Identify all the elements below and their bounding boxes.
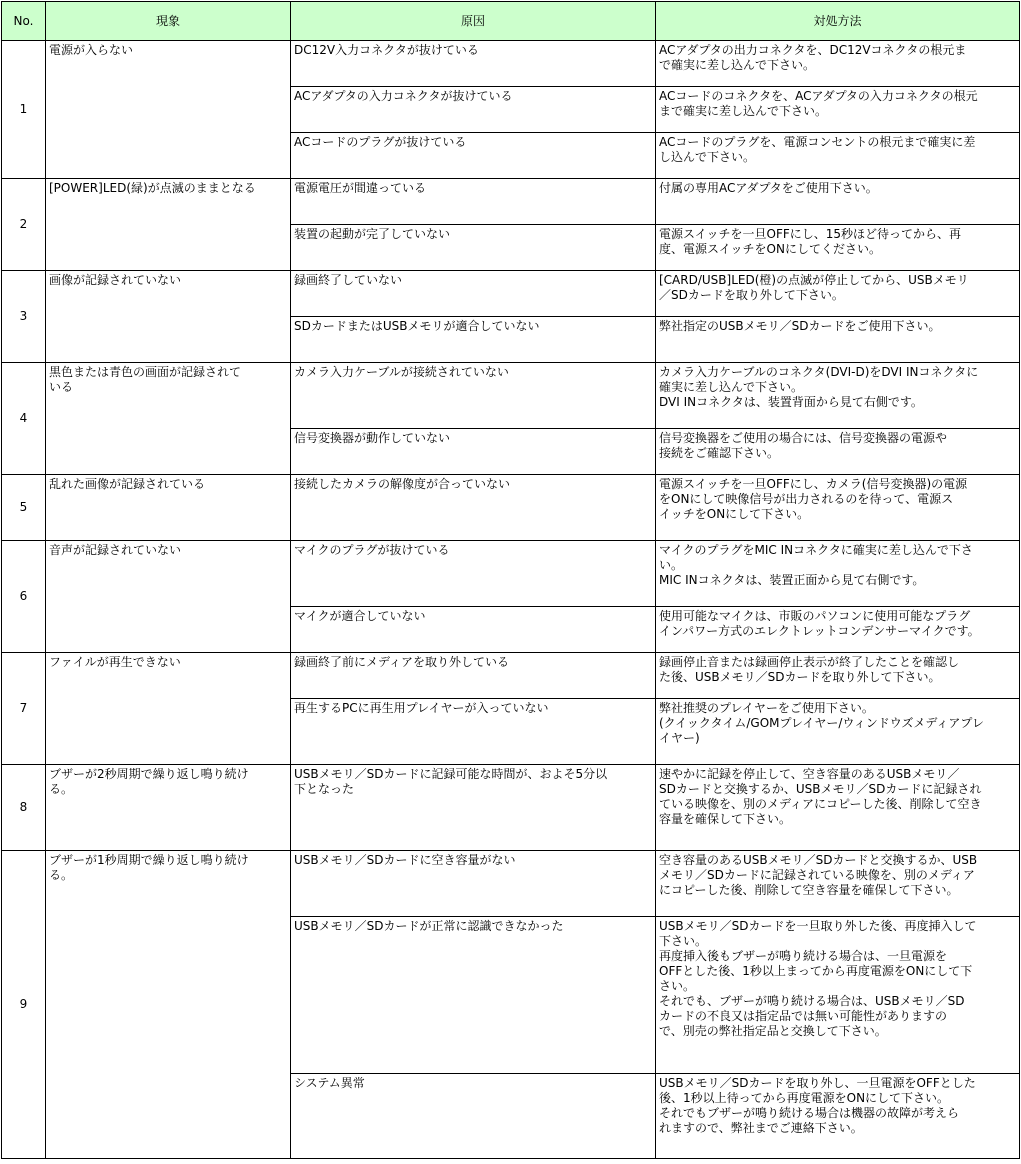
phenomenon-cell: 音声が記録されていない: [46, 541, 291, 653]
remedy-cell: USBメモリ／SDカードを取り外し、一旦電源をOFFとした 後、1秒以上待ってから再度電源をONにして下さい。 それでもブザーが鳴り続ける場合は機器の故障が考えら れますので、弊社までご連絡下さい。: [656, 1074, 1020, 1159]
row-number: 3: [2, 271, 46, 363]
table-row: [2, 41, 1020, 87]
cause-cell: 再生するPCに再生用プレイヤーが入っていない: [291, 699, 656, 765]
table-row: [2, 653, 1020, 699]
row-number: 4: [2, 363, 46, 475]
cause-cell: 装置の起動が完了していない: [291, 225, 656, 271]
header-row: [2, 2, 1020, 41]
remedy-cell: ACコードのプラグを、電源コンセントの根元まで確実に差 し込んで下さい。: [656, 133, 1020, 179]
phenomenon-cell: ファイルが再生できない: [46, 653, 291, 765]
header-phenomenon: 現象: [46, 2, 291, 41]
troubleshooting-table: [1, 1, 1020, 1159]
remedy-cell: 信号変換器をご使用の場合には、信号変換器の電源や 接続をご確認下さい。: [656, 429, 1020, 475]
cause-cell: DC12V入力コネクタが抜けている: [291, 41, 656, 87]
header-cause: 原因: [291, 2, 656, 41]
cause-cell: 録画終了前にメディアを取り外している: [291, 653, 656, 699]
remedy-cell: 速やかに記録を停止して、空き容量のあるUSBメモリ／ SDカードと交換するか、USBメモリ／SDカードに記録され ている映像を、別のメディアにコピーした後、削除して空き 容量を確保して下さい。: [656, 765, 1020, 851]
row-number: 2: [2, 179, 46, 271]
header-no: No.: [2, 2, 46, 41]
cause-cell: 電源電圧が間違っている: [291, 179, 656, 225]
cause-cell: 信号変換器が動作していない: [291, 429, 656, 475]
cause-cell: USBメモリ／SDカードが正常に認識できなかった: [291, 917, 656, 1074]
header-remedy: 対処方法: [656, 2, 1020, 41]
row-number: 9: [2, 851, 46, 1159]
remedy-cell: カメラ入力ケーブルのコネクタ(DVI-D)をDVI INコネクタに 確実に差し込んで下さい。 DVI INコネクタは、装置背面から見て右側です。: [656, 363, 1020, 429]
remedy-cell: 弊社推奨のプレイヤーをご使用下さい。 (クイックタイム/GOMプレイヤー/ウィンドウズメディアプレ イヤー): [656, 699, 1020, 765]
table-row: [2, 851, 1020, 917]
remedy-cell: 録画停止音または録画停止表示が終了したことを確認し た後、USBメモリ／SDカードを取り外して下さい。: [656, 653, 1020, 699]
cause-cell: ACコードのプラグが抜けている: [291, 133, 656, 179]
remedy-cell: 電源スイッチを一旦OFFにし、カメラ(信号変換器)の電源 をONにして映像信号が出力されるのを待って、電源ス イッチをONにして下さい。: [656, 475, 1020, 541]
phenomenon-cell: ブザーが1秒周期で繰り返し鳴り続け る。: [46, 851, 291, 1159]
remedy-cell: [CARD/USB]LED(橙)の点滅が停止してから、USBメモリ ／SDカードを取り外して下さい。: [656, 271, 1020, 317]
row-number: 7: [2, 653, 46, 765]
row-number: 1: [2, 41, 46, 179]
cause-cell: ACアダプタの入力コネクタが抜けている: [291, 87, 656, 133]
remedy-cell: ACコードのコネクタを、ACアダプタの入力コネクタの根元 まで確実に差し込んで下さい。: [656, 87, 1020, 133]
table-row: [2, 541, 1020, 607]
cause-cell: USBメモリ／SDカードに空き容量がない: [291, 851, 656, 917]
cause-cell: 録画終了していない: [291, 271, 656, 317]
cause-cell: カメラ入力ケーブルが接続されていない: [291, 363, 656, 429]
remedy-cell: 空き容量のあるUSBメモリ／SDカードと交換するか、USB メモリ／SDカードに記録されている映像を、別のメディア にコピーした後、削除して空き容量を確保して下さい。: [656, 851, 1020, 917]
table-row: [2, 179, 1020, 225]
row-number: 5: [2, 475, 46, 541]
phenomenon-cell: 黒色または青色の画面が記録されて いる: [46, 363, 291, 475]
phenomenon-cell: 乱れた画像が記録されている: [46, 475, 291, 541]
row-number: 8: [2, 765, 46, 851]
phenomenon-cell: [POWER]LED(緑)が点滅のままとなる: [46, 179, 291, 271]
phenomenon-cell: ブザーが2秒周期で繰り返し鳴り続け る。: [46, 765, 291, 851]
table-body: [2, 41, 1020, 1159]
remedy-cell: マイクのプラグをMIC INコネクタに確実に差し込んで下さ い。 MIC INコネクタは、装置正面から見て右側です。: [656, 541, 1020, 607]
cause-cell: マイクが適合していない: [291, 607, 656, 653]
remedy-cell: 使用可能なマイクは、市販のパソコンに使用可能なプラグ インパワー方式のエレクトレットコンデンサーマイクです。: [656, 607, 1020, 653]
phenomenon-cell: 電源が入らない: [46, 41, 291, 179]
table-row: [2, 363, 1020, 429]
cause-cell: システム異常: [291, 1074, 656, 1159]
phenomenon-cell: 画像が記録されていない: [46, 271, 291, 363]
table-row: [2, 271, 1020, 317]
remedy-cell: 付属の専用ACアダプタをご使用下さい。: [656, 179, 1020, 225]
cause-cell: マイクのプラグが抜けている: [291, 541, 656, 607]
remedy-cell: USBメモリ／SDカードを一旦取り外した後、再度挿入して 下さい。 再度挿入後もブザーが鳴り続ける場合は、一旦電源を OFFとした後、1秒以上まってから再度電源をONにして下 さい。 それでも、ブザーが鳴り続ける場合は、USBメモリ／SD カードの不良又は指定品では無い可能性がありますの で、別売の弊社指定品と交換して下さい。: [656, 917, 1020, 1074]
remedy-cell: 電源スイッチを一旦OFFにし、15秒ほど待ってから、再 度、電源スイッチをONにしてください。: [656, 225, 1020, 271]
cause-cell: 接続したカメラの解像度が合っていない: [291, 475, 656, 541]
table-row: [2, 475, 1020, 541]
remedy-cell: ACアダプタの出力コネクタを、DC12Vコネクタの根元ま で確実に差し込んで下さい。: [656, 41, 1020, 87]
cause-cell: USBメモリ／SDカードに記録可能な時間が、およそ5分以 下となった: [291, 765, 656, 851]
remedy-cell: 弊社指定のUSBメモリ／SDカードをご使用下さい。: [656, 317, 1020, 363]
cause-cell: SDカードまたはUSBメモリが適合していない: [291, 317, 656, 363]
row-number: 6: [2, 541, 46, 653]
table-row: [2, 765, 1020, 851]
